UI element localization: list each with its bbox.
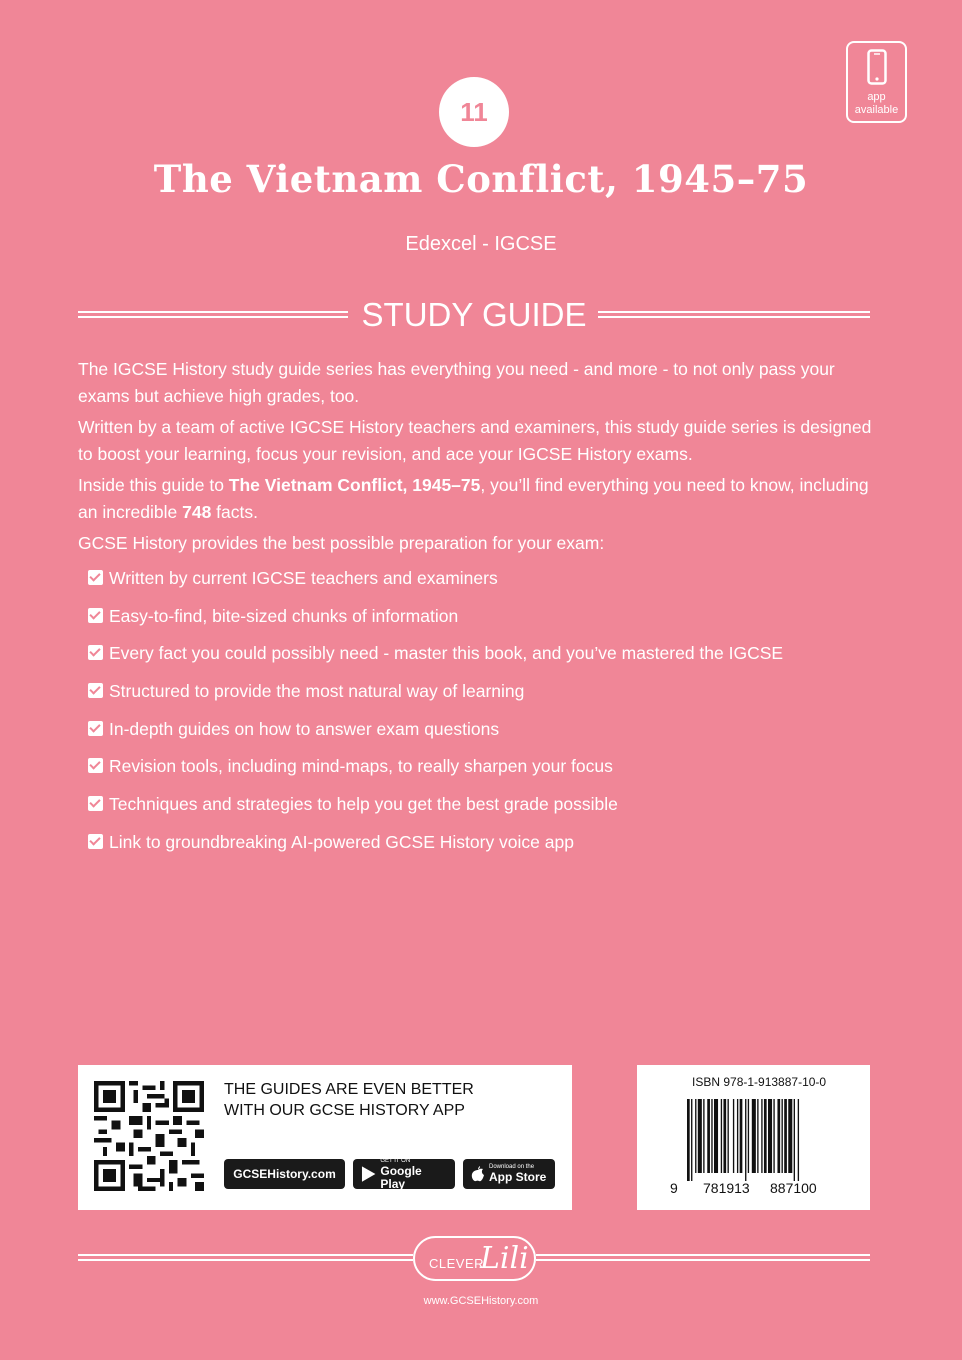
- p3-text-c: facts.: [211, 502, 258, 522]
- list-item: [88, 604, 868, 642]
- app-badge-line2: available: [854, 104, 899, 116]
- intro-paragraph-4: GCSE History provides the best possible preparation for your exam:: [78, 533, 605, 553]
- feature-text: Techniques and strategies to help you get the best grade possible: [109, 794, 618, 815]
- barcode-bar: [761, 1099, 762, 1173]
- app-promo-panel: [78, 1065, 572, 1210]
- list-item: [88, 717, 868, 755]
- feature-text: In-depth guides on how to answer exam questions: [109, 718, 500, 739]
- list-item: [88, 679, 868, 717]
- isbn-number: ISBN 978-1-913887-10-0: [692, 1075, 827, 1089]
- p3-text-a: Inside this guide to: [78, 475, 229, 495]
- book-title: The Vietnam Conflict, 1945–75: [153, 157, 809, 201]
- checkbox-icon: [88, 796, 103, 811]
- isbn-panel: [637, 1065, 870, 1210]
- barcode-bar: [764, 1099, 767, 1173]
- app-store-small: Download on the: [489, 1164, 535, 1170]
- app-promo-line1: THE GUIDES ARE EVEN BETTER: [224, 1081, 474, 1098]
- barcode-bar: [723, 1099, 726, 1173]
- barcode-bar: [777, 1099, 780, 1173]
- feature-list: [88, 566, 868, 868]
- intro-paragraph-3: [78, 472, 878, 526]
- intro-paragraph-2: Written by a team of active IGCSE History teachers and examiners, this study guide series is designed to boost your learning, focus your revision, and ace your IGCSE History exams.: [78, 417, 872, 464]
- app-badge-line1: app: [867, 91, 886, 103]
- barcode-bar: [784, 1099, 787, 1173]
- google-play-button[interactable]: [353, 1159, 455, 1189]
- barcode-digits-right: 887100: [770, 1180, 817, 1196]
- list-item: [88, 830, 868, 868]
- barcode-bar: [752, 1099, 756, 1173]
- feature-text: Easy-to-find, bite-sized chunks of information: [109, 605, 459, 626]
- fact-count: 748: [182, 502, 212, 522]
- intro-paragraph-1: The IGCSE History study guide series has everything you need - and more - to not only pass your exams but achieve high grades, too.: [78, 359, 835, 406]
- checkbox-icon: [88, 758, 103, 773]
- app-promo-line2: WITH OUR GCSE HISTORY APP: [224, 1102, 465, 1119]
- barcode-bar: [768, 1099, 772, 1173]
- feature-text: Written by current IGCSE teachers and examiners: [109, 568, 498, 588]
- feature-text: Structured to provide the most natural way of learning: [109, 681, 525, 702]
- barcode-bar: [711, 1099, 712, 1173]
- app-store-button[interactable]: [463, 1159, 555, 1189]
- footer-url[interactable]: www.GCSEHistory.com: [423, 1295, 539, 1307]
- list-item: [88, 792, 868, 830]
- barcode-bar: [757, 1099, 758, 1173]
- barcode-bar: [733, 1099, 734, 1173]
- barcode-bar: [740, 1099, 743, 1173]
- barcode-icon: [687, 1099, 839, 1181]
- barcode-bar: [703, 1099, 704, 1173]
- barcode-bar: [728, 1099, 729, 1173]
- book-number-badge: 11: [439, 77, 509, 147]
- barcode-bar: [707, 1099, 710, 1173]
- website-button[interactable]: GCSEHistory.com: [224, 1159, 345, 1189]
- barcode-bar: [714, 1099, 718, 1173]
- barcode-bar: [773, 1099, 774, 1173]
- checkbox-icon: [88, 570, 103, 585]
- checkbox-icon: [88, 721, 103, 736]
- heading-rule-right: [598, 311, 870, 318]
- store-buttons: [224, 1159, 555, 1189]
- logo-clever-text: CLEVER: [429, 1256, 485, 1271]
- p3-text-b: , you’ll find everything you need to know, including an incredible: [78, 475, 869, 522]
- list-item: [88, 641, 868, 679]
- phone-icon: [867, 49, 887, 85]
- footer-rule-left: [78, 1254, 413, 1261]
- list-item: [88, 754, 868, 792]
- google-play-small: GET IT ON: [380, 1157, 411, 1164]
- barcode-bar: [721, 1099, 722, 1173]
- barcode-bar: [794, 1099, 795, 1181]
- google-play-icon: [361, 1165, 376, 1183]
- barcode-bar: [748, 1099, 749, 1173]
- barcode-bar: [687, 1099, 690, 1181]
- barcode-bar: [745, 1099, 746, 1181]
- feature-text: Link to groundbreaking AI-powered GCSE History voice app: [109, 831, 574, 852]
- google-play-big: Google Play: [380, 1163, 422, 1191]
- barcode-bar: [737, 1099, 738, 1173]
- app-store-big: App Store: [489, 1170, 547, 1184]
- feature-text: Revision tools, including mind-maps, to really sharpen your focus: [109, 756, 613, 777]
- checkbox-icon: [88, 683, 103, 698]
- google-play-label: [380, 1158, 447, 1191]
- app-badge-label: [848, 91, 905, 117]
- app-promo-headline: [224, 1079, 554, 1121]
- barcode-digit-first: 9: [670, 1180, 678, 1196]
- list-item: [88, 566, 868, 604]
- barcode-bar: [698, 1099, 702, 1173]
- logo-lili-text: Lili: [480, 1241, 529, 1276]
- app-available-badge[interactable]: [846, 41, 907, 123]
- footer-rule-right: [536, 1254, 870, 1261]
- study-guide-heading: [78, 296, 870, 336]
- barcode-bar: [798, 1099, 799, 1181]
- cleverlili-logo: [413, 1236, 536, 1281]
- barcode-digits-left: 781913: [703, 1180, 750, 1196]
- p3-book-title: The Vietnam Conflict, 1945–75: [228, 475, 481, 495]
- barcode-bar: [691, 1099, 692, 1181]
- exam-board-subtitle: Edexcel - IGCSE: [405, 233, 557, 255]
- checkbox-icon: [88, 608, 103, 623]
- app-store-label: [489, 1164, 546, 1184]
- study-guide-label: STUDY GUIDE: [361, 296, 587, 333]
- barcode-bar: [695, 1099, 696, 1173]
- qr-code-icon[interactable]: [94, 1081, 204, 1191]
- barcode-bar: [782, 1099, 783, 1173]
- barcode-bar: [788, 1099, 792, 1173]
- apple-icon: [471, 1166, 485, 1183]
- checkbox-icon: [88, 834, 103, 849]
- checkbox-icon: [88, 645, 103, 660]
- intro-text: [78, 356, 878, 561]
- feature-text: Every fact you could possibly need - master this book, and you’ve mastered the IGCSE: [109, 643, 784, 664]
